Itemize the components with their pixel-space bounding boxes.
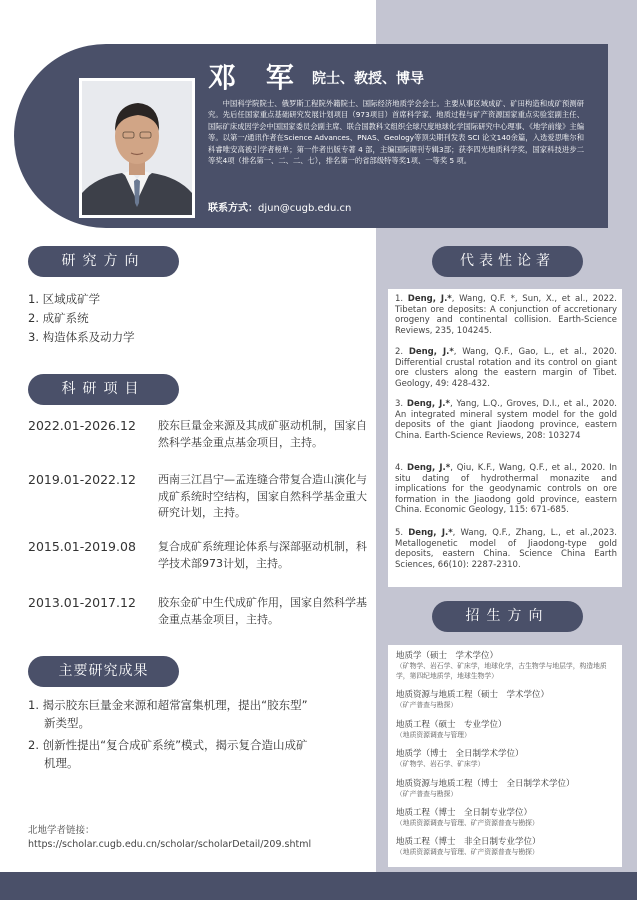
paper-citation: , Qiu, K.F., Wang, Q.F., et al., 2020. In situ dating of hydrothermal monazite and implications for the geodynamic controls on ore formation in the Jiaodong gold province, eastern China. Economic Geology, 115: 671-685.: [395, 463, 617, 516]
person-titles: 院士、教授、博导: [312, 71, 424, 87]
enrollment-fields: （地质资源调查与管理）: [396, 731, 471, 739]
project-desc: 胶东巨量金来源及其成矿驱动机制，国家自然科学基金重点基金项目，主持。: [158, 419, 367, 449]
paper-citation: , Wang, Q.F. *, Sun, X., et al., 2022. Tibetan ore deposits: A conjunction of accretionary orogeny and continental collision. Earth-Science Reviews, 235, 104245.: [395, 294, 618, 336]
profile-photo: [79, 78, 195, 218]
paper-number: 1.: [395, 294, 408, 304]
achievement-text: 1. 揭示胶东巨量金来源和超常富集机理，提出“胶东型”: [28, 698, 308, 712]
person-name: 邓 军: [208, 61, 304, 94]
enrollment-item: [396, 690, 616, 711]
project-desc: 胶东金矿中生代成矿作用，国家自然科学基金重点基金项目，主持。: [158, 596, 367, 626]
scholar-link[interactable]: https://scholar.cugb.edu.cn/scholar/scholarDetail/209.shtml: [28, 839, 312, 850]
paper-entry: [395, 463, 617, 516]
enrollment-degree: 地质工程（博士 全日制专业学位）: [396, 808, 533, 818]
papers-section-title: 代表性论著: [432, 246, 583, 277]
enrollment-fields: （地质资源调查与管理、矿产资源普查与勘探）: [396, 819, 539, 827]
papers-panel: [388, 289, 622, 587]
enrollment-degree: 地质工程（博士 非全日制专业学位）: [396, 837, 541, 847]
enrollment-panel: [388, 645, 622, 867]
enrollment-degree: 地质学（博士 全日制学术学位）: [396, 749, 524, 759]
enrollment-fields: （矿物学、岩石学、矿床学）: [396, 760, 485, 768]
scholar-link-area: [28, 824, 311, 852]
paper-entry: [395, 347, 617, 389]
paper-number: 2.: [395, 347, 409, 357]
contact-email[interactable]: djun@cugb.edu.cn: [258, 203, 352, 214]
research-item: 2. 成矿系统: [28, 311, 89, 325]
paper-number: 5.: [395, 528, 409, 538]
project-desc: 西南三江昌宁—孟连缝合带复合造山演化与成矿系统时空结构，国家自然科学基金重大研究计划，主持。: [158, 473, 367, 519]
project-date: 2013.01-2017.12: [28, 595, 136, 610]
footer-bar: [0, 872, 637, 900]
enrollment-fields: （矿产普查与勘探）: [396, 701, 458, 709]
projects-section-title: 科研项目: [28, 374, 179, 405]
research-item: 3. 构造体系及动力学: [28, 330, 135, 344]
enrollment-fields: （矿产普查与勘探）: [396, 790, 458, 798]
portrait-illustration: [82, 81, 192, 215]
paper-number: 4.: [395, 463, 408, 473]
project-desc: 复合成矿系统理论体系与深部驱动机制，科学技术部973计划，主持。: [158, 540, 367, 570]
paper-citation: , Wang, Q.F., Gao, L., et al., 2020. Differential crustal rotation and its control on giant ore clusters along the eastern margin of Tibet. Geology, 49: 428-432.: [395, 347, 617, 389]
enrollment-section-title: 招生方向: [432, 601, 583, 632]
research-item: 1. 区域成矿学: [28, 292, 101, 306]
paper-citation: , Wang, Q.F., Zhang, L., et al.,2023. Metallogenetic model of Jiaodong-type gold deposits, eastern China. Science China Earth Sciences, 66(10): 2287-2310.: [395, 528, 617, 570]
enrollment-item: [396, 749, 616, 770]
paper-entry: [395, 294, 617, 336]
achievement-text-cont: 新类型。: [44, 716, 90, 730]
paper-author: Deng, J.*: [408, 347, 454, 357]
paper-number: 3.: [395, 399, 407, 409]
paper-author: Deng, J.*: [407, 294, 452, 304]
enrollment-item: [396, 651, 616, 681]
enrollment-degree: 地质资源与地质工程（硕士 学术学位）: [396, 690, 550, 700]
enrollment-degree: 地质资源与地质工程（博士 全日制学术学位）: [396, 779, 575, 789]
contact-label: 联系方式：: [208, 203, 258, 214]
project-date: 2015.01-2019.08: [28, 539, 136, 554]
biography: 中国科学院院士、俄罗斯工程院外籍院士、国际经济地质学会会士。主要从事区域成矿、矿田构造和成矿预测研究。先后任国家重点基础研究发展计划项目（973项目）首席科学家、地质过程与矿产资源国家重点实验室副主任、国际矿床成因学会中国国家委员会副主席、联合国教科文组织全球尺度地球化学国际研究中心理事、《地学前缘》主编等。以第一/通讯作者在Science Advances、PNAS、Geology等顶尖期刊发表 SCI 论文140余篇，入选爱思唯尔和科睿唯安高被引学者榜单；第一作者出版专著 4 部，主编国际期刊专辑3部；获李四光地质科学奖，国家科技进步二等奖4项（排名第一、二、二、七），排名第一的省部级特等奖1项、一等奖 5 项。: [208, 99, 584, 166]
contact-info: [208, 199, 351, 214]
enrollment-fields: （地质资源调查与管理、矿产资源普查与勘探）: [396, 848, 539, 856]
achievements-section-title: 主要研究成果: [28, 656, 179, 687]
project-date: 2022.01-2026.12: [28, 418, 136, 433]
enrollment-item: [396, 837, 616, 858]
paper-author: Deng, J.*: [406, 399, 450, 409]
paper-author: Deng, J.*: [408, 528, 453, 538]
enrollment-item: [396, 779, 616, 800]
paper-entry: [395, 399, 617, 441]
achievement-item: [28, 736, 358, 772]
scholar-link-label: 北地学者链接：: [28, 825, 95, 836]
achievement-text: 2. 创新性提出“复合成矿系统”模式，揭示复合造山成矿: [28, 738, 308, 752]
paper-author: Deng, J.*: [407, 463, 451, 473]
research-list: [28, 290, 135, 347]
enrollment-item: [396, 808, 616, 829]
enrollment-degree: 地质工程（硕士 专业学位）: [396, 720, 507, 730]
achievement-text-cont: 机理。: [44, 756, 79, 770]
enrollment-fields: （矿物学、岩石学、矿床学，地球化学，古生物学与地层学，构造地质学，第四纪地质学，地球生物学）: [396, 662, 607, 680]
paper-citation: , Yang, L.Q., Groves, D.I., et al., 2020. An integrated mineral system model for the gold deposits of the giant Jiaodong province, eastern China. Earth-Science Reviews, 208: 103274: [395, 399, 618, 441]
enrollment-item: [396, 720, 616, 741]
enrollment-degree: 地质学（硕士 学术学位）: [396, 651, 499, 661]
paper-entry: [395, 528, 617, 570]
research-section-title: 研究方向: [28, 246, 179, 277]
project-date: 2019.01-2022.12: [28, 472, 136, 487]
achievements-list: [28, 696, 358, 776]
achievement-item: [28, 696, 358, 732]
